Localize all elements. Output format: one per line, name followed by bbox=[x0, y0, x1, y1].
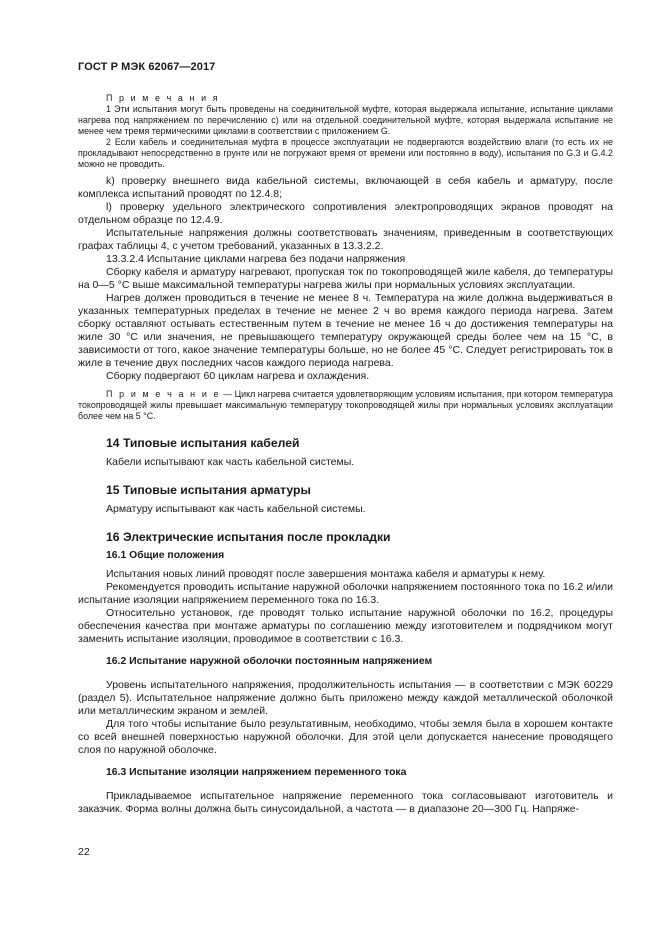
paragraph-l: l) проверку удельного электрического сопротивления электропроводящих экранов проводят на отдельном образце по 12.4.9. bbox=[78, 200, 613, 226]
page-number: 22 bbox=[78, 846, 90, 858]
section-14-title: 14 Типовые испытания кабелей bbox=[106, 435, 300, 450]
note-heating-cycle bbox=[78, 389, 613, 422]
note-text: — Цикл нагрева считается удовлетворяющим условиям испытания, при котором температура токопроводящей жилы превышает максимальную температуру токопроводящей жилы при нормальных условиях эксплуатации более чем на 5 °C. bbox=[78, 388, 613, 421]
section-15-title: 15 Типовые испытания арматуры bbox=[106, 482, 311, 497]
section-16-2-para-1: Уровень испытательного напряжения, продолжительность испытания — в соответствии с МЭК 60229 (раздел 5). Испытательное напряжение должно быть приложено между каждой металлической оболочкой или металлическим экраном и землей. bbox=[78, 679, 613, 718]
notes-block bbox=[78, 93, 613, 170]
section-16-1-para-2: Рекомендуется проводить испытание наружной оболочки напряжением постоянного тока по 16.2 и/или испытание изоляции напряжением переменного тока по 16.3. bbox=[78, 581, 613, 607]
page-content bbox=[78, 93, 613, 816]
subsection-heading-13-3-2-4: 13.3.2.4 Испытание циклами нагрева без подачи напряжения bbox=[106, 252, 406, 265]
paragraph-test-voltages: Испытательные напряжения должны соответствовать значениям, приведенным в соответствующих графах таблицы 4, с учетом требований, указанных в 13.3.2.2. bbox=[78, 226, 613, 252]
section-16-title: 16 Электрические испытания после прокладки bbox=[106, 530, 391, 545]
section-14-text: Кабели испытывают как часть кабельной системы. bbox=[106, 455, 355, 468]
note-item-1: 1 Эти испытания могут быть проведены на соединительной муфте, которая выдержала испытание, испытание циклами нагрева под напряжением по перечислению с) или на отдельной соединительной муфте, которая выдержала испытание не менее чем тремя термическими циклами в соответствии с приложением G. bbox=[78, 103, 613, 136]
paragraph-heating-duration: Нагрев должен проводиться в течение не менее 8 ч. Температура на жиле должна выдерживаться в указанных температурных пределах в течение не менее 2 ч во время каждого периода нагрева. Затем сборку оставляют остывать естественным путем в течение не менее 16 ч до достижения температуры на жиле 30 °C или значения, не превышающего температуру окружающей среды более чем на 15 °C, в зависимости от того, какое значение температуры больше, но не более 45 °C. Следует регистрировать ток в жиле в течение двух последних часов каждого периода нагрева. bbox=[78, 291, 613, 369]
note-label: П р и м е ч а н и е bbox=[106, 388, 221, 399]
section-16-3-title: 16.3 Испытание изоляции напряжением переменного тока bbox=[106, 767, 407, 779]
section-16-2-para-2: Для того чтобы испытание было результативным, необходимо, чтобы земля была в хорошем контакте со всей внешней поверхностью наружной оболочки. Для этой цели допускается нанесение проводящего слоя по наружной оболочке. bbox=[78, 718, 613, 757]
paragraph-k: k) проверку внешнего вида кабельной системы, включающей в себя кабель и арматуру, после комплекса испытаний проводят по 12.4.8; bbox=[78, 174, 613, 200]
note-item-2: 2 Если кабель и соединительная муфта в процессе эксплуатации не подвергаются воздействию влаги (то есть их не прокладывают непосредственно в грунте или не погружают время от времени или постоянно в воду), испытания по G.3 и G.4.2 можно не проводить. bbox=[78, 136, 613, 169]
section-16-1-para-1: Испытания новых линий проводят после завершения монтажа кабеля и арматуры к нему. bbox=[106, 568, 546, 581]
section-15-text: Арматуру испытывают как часть кабельной системы. bbox=[106, 503, 366, 516]
section-16-3-para-1: Прикладываемое испытательное напряжение переменного тока согласовывают изготовитель и заказчик. Форма волны должна быть синусоидальной, а частота — в диапазоне 20—300 Гц. Напряже- bbox=[78, 790, 613, 816]
paragraph-heating: Сборку кабеля и арматуру нагревают, пропуская ток по токопроводящей жиле кабеля, до температуры на 0—5 °C выше максимальной температуры нагрева жилы при нормальных условиях эксплуатации. bbox=[78, 265, 613, 291]
section-16-2-title: 16.2 Испытание наружной оболочки постоянным напряжением bbox=[106, 656, 433, 668]
standard-header: ГОСТ Р МЭК 62067—2017 bbox=[78, 61, 216, 73]
paragraph-cycles: Сборку подвергают 60 циклам нагрева и охлаждения. bbox=[106, 369, 370, 382]
section-16-1-title: 16.1 Общие положения bbox=[106, 550, 225, 562]
section-16-1-para-3: Относительно установок, где проводят только испытание наружной оболочки по 16.2, процедуры обеспечения качества при монтаже арматуры по соглашению между изготовителем и подрядчиком могут заменить испытание изоляции, проводимое в соответствии с 16.3. bbox=[78, 607, 613, 646]
notes-title: П р и м е ч а н и я bbox=[106, 93, 220, 103]
